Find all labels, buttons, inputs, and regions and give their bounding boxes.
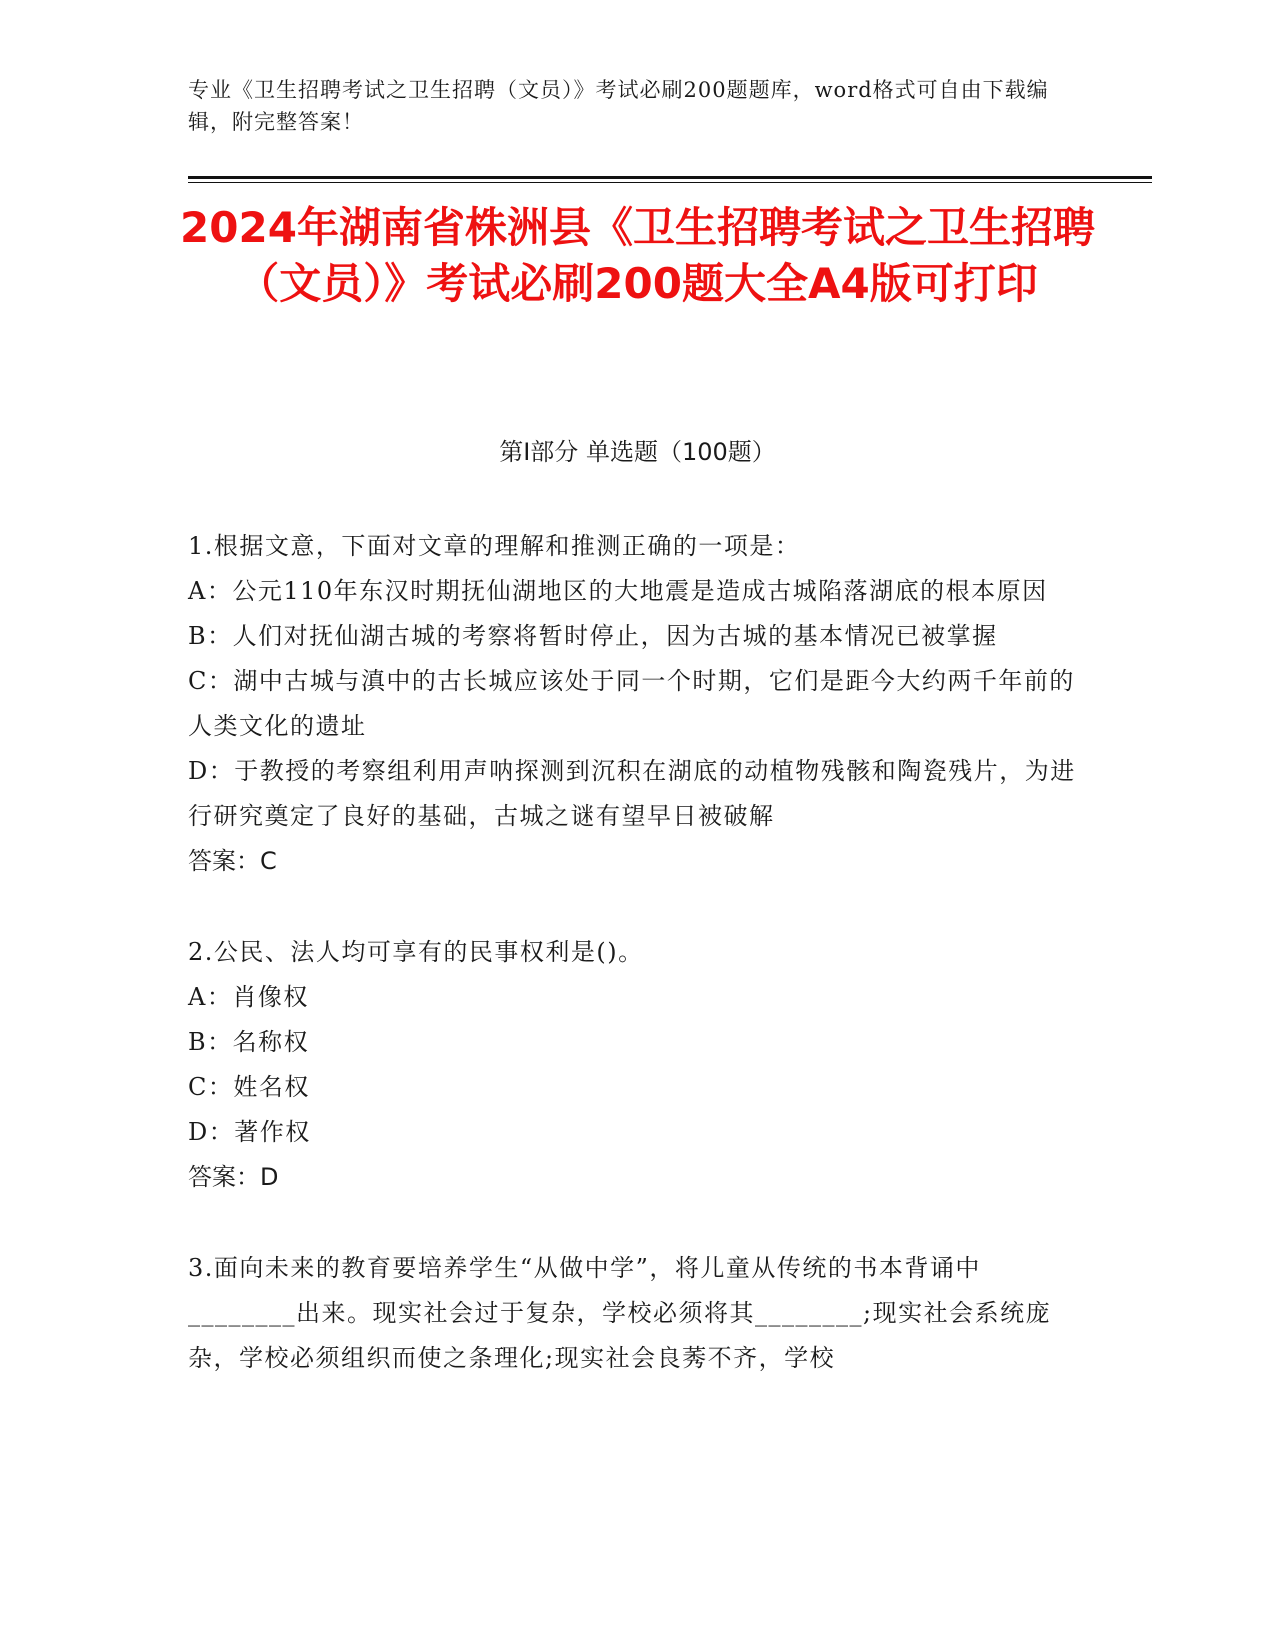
option-d: D：于教授的考察组利用声呐探测到沉积在湖底的动植物残骸和陶瓷残片，为进行研究奠定了良好的基础，古城之谜有望早日被破解 bbox=[188, 757, 1076, 830]
option-a: A：公元110年东汉时期抚仙湖地区的大地震是造成古城陷落湖底的根本原因 bbox=[188, 577, 1048, 605]
question-3 bbox=[188, 1246, 1078, 1381]
option-d: D：著作权 bbox=[188, 1118, 311, 1146]
document-title: 2024年湖南省株洲县《卫生招聘考试之卫生招聘（文员）》考试必刷200题大全A4版可打印 bbox=[180, 203, 1095, 308]
question-text: 1.根据文意，下面对文章的理解和推测正确的一项是： bbox=[188, 532, 801, 560]
header-divider-thick bbox=[188, 176, 1152, 179]
option-c: C：姓名权 bbox=[188, 1073, 310, 1101]
option-c: C：湖中古城与滇中的古长城应该处于同一个时期，它们是距今大约两千年前的人类文化的遗址 bbox=[188, 667, 1075, 740]
option-b: B：人们对抚仙湖古城的考察将暂时停止，因为古城的基本情况已被掌握 bbox=[188, 622, 998, 650]
answer-label: 答案：C bbox=[188, 847, 277, 875]
option-a: A：肖像权 bbox=[188, 983, 309, 1011]
section-heading: 第Ⅰ部分 单选题（100题） bbox=[499, 438, 776, 466]
question-text: 3.面向未来的教育要培养学生“从做中学”，将儿童从传统的书本背诵中________出来。现实社会过于复杂，学校必须将其________;现实社会系统庞杂，学校必须组织而使之条理化;现实社会良莠不齐，学校 bbox=[188, 1254, 1052, 1372]
answer-label: 答案：D bbox=[188, 1163, 279, 1191]
option-b: B：名称权 bbox=[188, 1028, 310, 1056]
question-1 bbox=[188, 524, 1078, 884]
question-2 bbox=[188, 930, 1078, 1200]
header-note: 专业《卫生招聘考试之卫生招聘（文员）》考试必刷200题题库，word格式可自由下载编辑，附完整答案！ bbox=[188, 78, 1049, 134]
question-list bbox=[188, 524, 1078, 1427]
header-divider-thin bbox=[188, 182, 1152, 183]
question-text: 2.公民、法人均可享有的民事权利是()。 bbox=[188, 938, 644, 966]
